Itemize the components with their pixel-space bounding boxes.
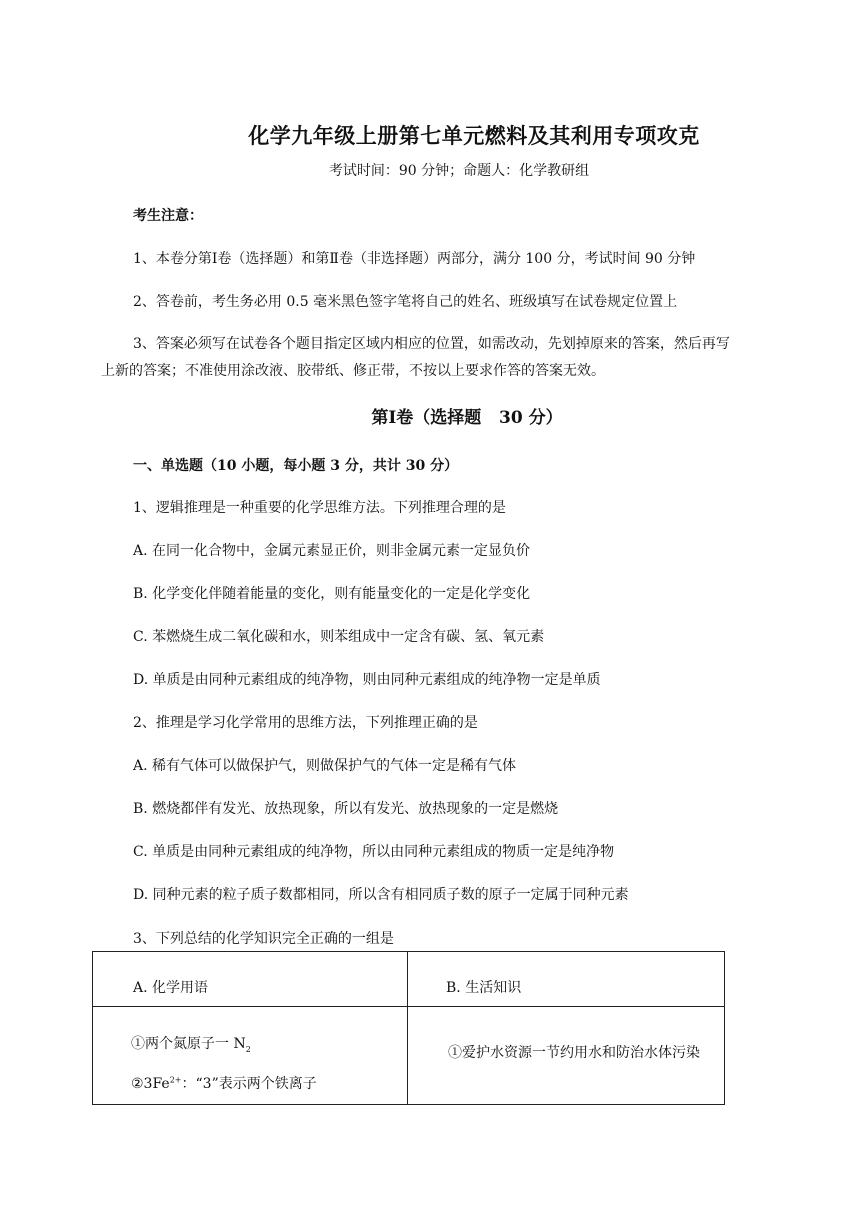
question-2-stem: 2、推理是学习化学常用的思维方法，下列推理正确的是 — [133, 715, 478, 731]
option-b-label: B. 生活知识 — [446, 980, 522, 996]
page-title: 化学九年级上册第七单元燃料及其利用专项攻克 — [248, 123, 700, 148]
question-3-table — [92, 951, 725, 1105]
notice-item-2: 2、答卷前，考生务必用 0.5 毫米黑色签字笔将自己的姓名、班级填写在试卷规定位置上 — [133, 294, 678, 310]
notice-item-1: 1、本卷分第Ⅰ卷（选择题）和第Ⅱ卷（非选择题）两部分，满分 100 分，考试时间 90 分钟 — [133, 251, 696, 267]
option-a-item-1-text: ①两个氮原子一 N — [131, 1036, 246, 1052]
question-1-option-b: B. 化学变化伴随着能量的变化，则有能量变化的一定是化学变化 — [133, 586, 531, 602]
superscript: 2+ — [169, 1075, 182, 1085]
question-2-option-c: C. 单质是由同种元素组成的纯净物，所以由同种元素组成的物质一定是纯净物 — [133, 844, 615, 860]
question-2-option-a: A. 稀有气体可以做保护气，则做保护气的气体一定是稀有气体 — [133, 758, 517, 774]
option-a-item-2-text: ②3Fe — [131, 1076, 170, 1092]
table-cell-b-header — [408, 952, 725, 1007]
question-3-stem: 3、下列总结的化学知识完全正确的一组是 — [133, 931, 394, 947]
option-a-item-1 — [131, 1033, 251, 1054]
option-a-label: A. 化学用语 — [133, 980, 209, 996]
question-2-option-d: D. 同种元素的粒子质子数都相同，所以含有相同质子数的原子一定属于同种元素 — [133, 887, 629, 903]
notice-heading: 考生注意： — [133, 208, 203, 224]
option-b-item-1: ①爱护水资源一节约用水和防治水体污染 — [448, 1045, 700, 1061]
question-1-option-c: C. 苯燃烧生成二氧化碳和水，则苯组成中一定含有碳、氢、氧元素 — [133, 629, 545, 645]
notice-item-3-line-1: 3、答案必须写在试卷各个题目指定区域内相应的位置，如需改动，先划掉原来的答案，然后再写 — [133, 336, 730, 352]
table-cell-a-content — [93, 1007, 408, 1105]
table-row — [93, 1007, 725, 1105]
question-1-stem: 1、逻辑推理是一种重要的化学思维方法。下列推理合理的是 — [133, 500, 506, 516]
exam-info: 考试时间：90 分钟；命题人：化学教研组 — [328, 163, 590, 179]
option-a-item-2-suffix: ：“3”表示两个铁离子 — [181, 1076, 317, 1092]
table-cell-a-header — [93, 952, 408, 1007]
section-title: 第Ⅰ卷（选择题 30 分） — [371, 408, 563, 428]
notice-item-3-line-2: 上新的答案；不准使用涂改液、胶带纸、修正带，不按以上要求作答的答案无效。 — [101, 363, 605, 379]
question-1-option-a: A. 在同一化合物中，金属元素显正价，则非金属元素一定显负价 — [133, 543, 531, 559]
option-a-item-2 — [131, 1073, 317, 1093]
table-header-row — [93, 952, 725, 1007]
table-cell-b-content — [408, 1007, 725, 1105]
question-2-option-b: B. 燃烧都伴有发光、放热现象，所以有发光、放热现象的一定是燃烧 — [133, 801, 559, 817]
subscript: 2 — [245, 1044, 251, 1054]
question-1-option-d: D. 单质是由同种元素组成的纯净物，则由同种元素组成的纯净物一定是单质 — [133, 672, 601, 688]
part-heading: 一、单选题（10 小题，每小题 3 分，共计 30 分） — [133, 458, 459, 474]
